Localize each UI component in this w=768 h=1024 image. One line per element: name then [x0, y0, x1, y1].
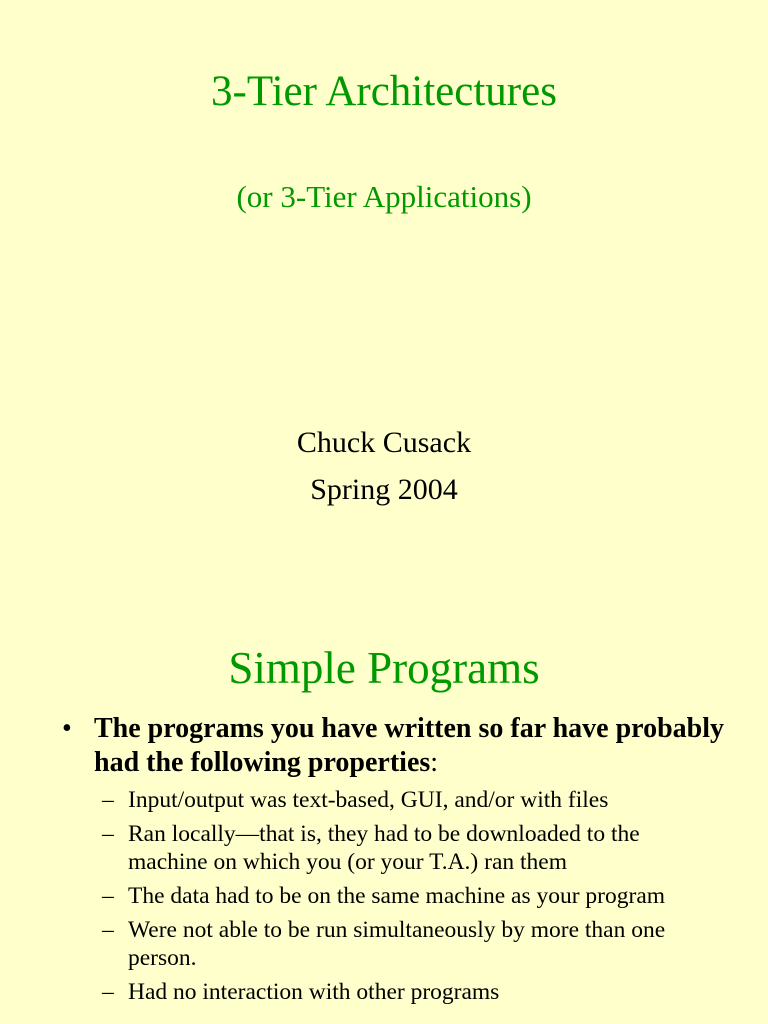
dash-marker: – — [102, 979, 114, 1005]
sub-bullet-text: Input/output was text-based, GUI, and/or with files — [128, 787, 609, 813]
author-name: Chuck Cusack — [296, 426, 472, 459]
sub-bullet-list — [102, 786, 722, 1012]
slide-subtitle: (or 3-Tier Applications) — [236, 179, 532, 214]
presentation-date: Spring 2004 — [310, 473, 458, 506]
slide-title-heading: 3-Tier Architectures — [211, 68, 557, 115]
dash-marker: – — [102, 883, 114, 909]
sub-bullet-text: Had no interaction with other programs — [128, 979, 500, 1005]
dash-marker: – — [102, 787, 114, 813]
dash-marker: – — [102, 917, 114, 943]
bullet-text — [94, 712, 742, 780]
sub-bullet-text: Ran locally—that is, they had to be downloaded to the machine on which you (or your T.A.) ran them — [128, 821, 640, 875]
sub-bullet-text: The data had to be on the same machine as your program — [128, 883, 666, 909]
dash-marker: – — [102, 821, 114, 847]
sub-bullet-text: Were not able to be run simultaneously by more than one person. — [128, 917, 666, 971]
sub-bullet-item — [102, 786, 722, 814]
slide-heading: Simple Programs — [228, 643, 540, 693]
slide-simple-programs — [0, 620, 768, 1024]
sub-bullet-item — [102, 820, 722, 876]
sub-bullet-item — [102, 916, 722, 972]
bullet-marker: • — [62, 713, 72, 744]
bullet-item — [62, 712, 742, 780]
sub-bullet-item — [102, 978, 722, 1006]
bullet-text-tail: : — [430, 747, 439, 778]
sub-bullet-item — [102, 882, 722, 910]
bullet-text-bold: The programs you have written so far have probably had the following properties — [94, 713, 725, 778]
